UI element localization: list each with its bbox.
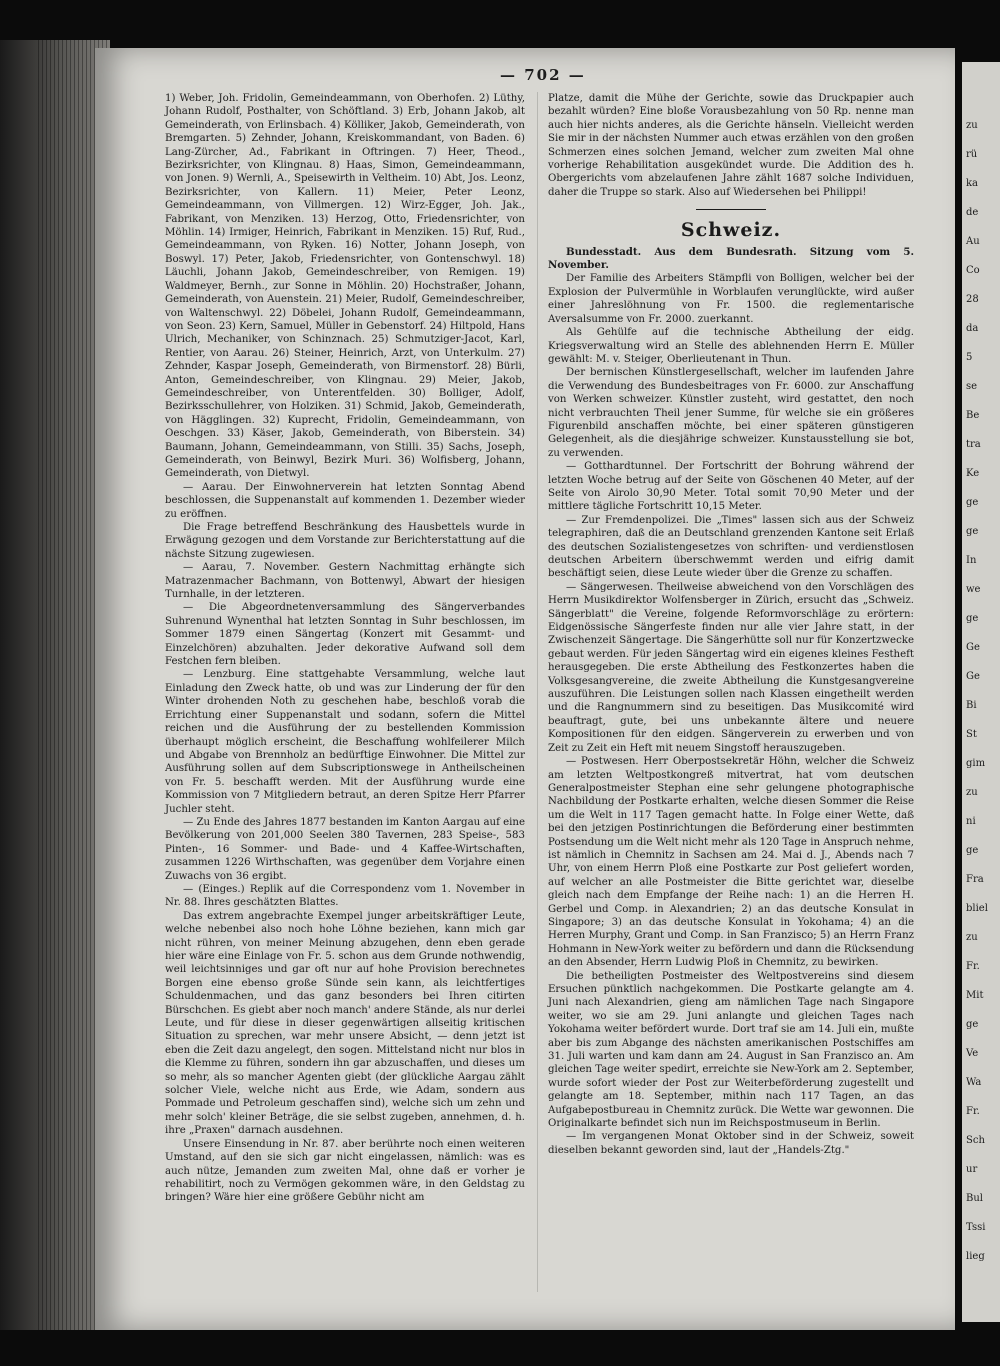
- facing-page-fragment: de: [966, 207, 979, 218]
- article-staempfli: Der Familie des Arbeiters Stämpfli von Bolligen, welcher bei der Explosion der Pulvermühle in Worblaufen verunglückte, wird außer einer Jahreslöhnung von Fr. 1500. die reglementarische Aversalsumme von Fr. 2000. zuerkannt.: [548, 273, 914, 325]
- article-kriegsverwaltung: Als Gehülfe auf die technische Abtheilung der eidg. Kriegsverwaltung wird an Stelle des ablehnenden Herrn E. Müller gewählt: M. v. Steiger, Oberlieutenant in Thun.: [548, 327, 914, 365]
- facing-page-fragment: ni: [966, 816, 976, 827]
- facing-page-fragment: zu: [966, 932, 978, 943]
- article-postkarte: Die betheiligten Postmeister des Weltpostvereins sind diesem Ersuchen pünktlich nachgekommen. Die Postkarte gelangte am 4. Juni nach Alexandrien, gieng am nämlichen Tage nach Singapore weiter, wo sie am 29. Juni anlangte und gleichen Tages nach Yokohama weiter befördert wurde. Dort traf sie am 14. Juli ein, mußte aber bis zum Abgange des nächsten amerikanischen Postschiffes am 31. Juli warten und kam dann am 24. August in San Franzisco an. Am gleichen Tage weiter spedirt, erreichte sie New-York am 2. September, wurde sofort wieder der Post zur Weiterbeförderung zugestellt und gelangte am 18. September, mithin nach 117 Tagen, an das Aufgabepostbureau in Chemnitz zurück. Die Wette war gewonnen. Die Originalkarte befindet sich nun im Reichspostmuseum in Berlin.: [548, 970, 914, 1130]
- facing-page-fragment: zu: [966, 787, 978, 798]
- left-column: [165, 92, 525, 1205]
- article-gotthardtunnel: — Gotthardtunnel. Der Fortschritt der Bohrung während der letzten Woche betrug auf der Seite von Göschenen 40 Meter, auf der Seite von Airolo 30,90 Meter. Total somit 70,90 Meter und der mittlere tägliche Fortschritt 10,15 Meter.: [548, 461, 914, 513]
- facing-page-fragment: ge: [966, 526, 979, 537]
- facing-page-fragment: tra: [966, 439, 981, 450]
- article-oktober: — Im vergangenen Monat Oktober sind in der Schweiz, soweit dieselben bekannt geworden sind, laut der „Handels-Ztg.": [548, 1131, 914, 1156]
- article-lenzburg: — Lenzburg. Eine stattgehabte Versammlung, welche laut Einladung den Zweck hatte, ob und was zur Linderung der für den Winter drohenden Noth zu geschehen habe, beschloß vorab die Errichtung einer Suppenanstalt und sodann, sofern die Mittel reichen und die Ausführung der zu bestellenden Kommission überhaupt möglich erscheint, die Beschaffung wohlfeilerer Milch und Abgabe von Brennholz an bedürftige Einwohner. Die Mittel zur Ausführung sollen auf dem Subscriptionswege in Antheilscheinen von Fr. 5. beschafft werden. Mit der Ausführung wurde eine Kommission von 7 Mitgliedern betraut, an deren Spitze Herr Pfarrer Juchler steht.: [165, 669, 525, 815]
- facing-page-fragment: Ge: [966, 671, 980, 682]
- facing-page-fragment: Be: [966, 410, 980, 421]
- section-rule: [696, 209, 766, 210]
- facing-page-fragment: ge: [966, 497, 979, 508]
- facing-page-fragment: we: [966, 584, 981, 595]
- facing-page-fragment: 5: [966, 352, 973, 363]
- facing-page-fragment: se: [966, 381, 978, 392]
- page-number: — 702 —: [500, 66, 586, 84]
- facing-page-fragment: ka: [966, 178, 979, 189]
- facing-page-fragment: ge: [966, 845, 979, 856]
- facing-page-fragment: Ve: [966, 1048, 979, 1059]
- facing-page-fragment: Co: [966, 265, 980, 276]
- article-bundesstadt: Bundesstadt. Aus dem Bundesrath. Sitzung vom 5. November.: [548, 245, 914, 272]
- facing-page-fragment: ur: [966, 1164, 978, 1175]
- article-einges-body: Das extrem angebrachte Exempel junger arbeitskräftiger Leute, welche nebenbei also noch hohe Löhne beziehen, kann mich gar nicht rühren, von meiner Meinung abzugehen, denn eben gerade hier wäre eine Einlage von Fr. 5. schon aus dem Grunde nothwendig, weil leichtsinniges und gar oft nur auf hohe Provision berechnetes Borgen eine ebenso große Sünde sein kann, als leichtfertiges Schuldenmachen, und das ganz besonders bei Ihren citirten Bürschchen. Es giebt aber noch manch' andere Stände, als nur derlei Leute, und für diese in dieser gegenwärtigen allseitig kritischen Situation zu sprechen, war mehr unsere Absicht, — denn jetzt ist eben die Zeit dazu angelegt, den sogen. Mittelstand nicht nur blos in die Klemme zu führen, sondern ihn gar abzuschaffen, und dieses um so mehr, als so mancher Agenten giebt (der glückliche Aargau zählt solcher Viele, welche nicht aus Erde, wie Adam, sondern aus Pommade und Petroleum geschaffen sind), welche sich um zehn und mehr solch' kleiner Beträge, die sie selbst zugeben, annehmen, d. h. ihre „Praxen" darnach ausdehnen.: [165, 910, 525, 1137]
- article-postwesen: — Postwesen. Herr Oberpostsekretär Höhn, welcher die Schweiz am letzten Weltpostkongreß mitvertrat, hat vom deutschen Generalpostmeister Stephan eine sehr gelungene photographische Nachbildung der Postkarte erhalten, welche diesen Sommer die Reise um die Welt in 117 Tagen gemacht hatte. In Folge einer Wette, daß bei den jetzigen Postinrichtungen die Beförderung einer bestimmten Postsendung um die Welt nicht mehr als 120 Tage in Anspruch nehme, ist nämlich in Chemnitz in Sachsen am 24. Mai d. J., Abends nach 7 Uhr, von einem Herrn Ploß eine Postkarte zur Post geliefert worden, auf welcher an alle Postmeister die Bitte gerichtet war, dieselbe gleich nach dem Empfange der Reihe nach: 1) an die Herren H. Gerbel und Comp. in Alexandrien; 2) an das deutsche Konsulat in Singapore; 3) an das deutsche Konsulat in Yokohama; 4) an die Herren Murphy, Grant und Comp. in San Franzisco; 5) an Herrn Franz Hohmann in New-York weiter zu befördern und dann die Rücksendung an den Absender, Herrn Ludwig Ploß in Chemnitz, zu bewirken.: [548, 756, 914, 969]
- article-aarau-einwohnerverein: — Aarau. Der Einwohnerverein hat letzten Sonntag Abend beschlossen, die Suppenanstalt auf kommenden 1. Dezember wieder zu eröffnen.: [165, 481, 525, 520]
- article-wirtschaften: — Zu Ende des Jahres 1877 bestanden im Kanton Aargau auf eine Bevölkerung von 201,000 Seelen 380 Tavernen, 283 Speise-, 583 Pinten-, 16 Sommer- und Bade- und 4 Kaffee-Wirtschaften, zusammen 1226 Wirthschaften, was gegenüber dem Vorjahre einen Zuwachs von 36 ergibt.: [165, 816, 525, 882]
- facing-page-fragment: zu: [966, 120, 978, 131]
- facing-page-fragment: Ke: [966, 468, 980, 479]
- facing-page-fragment: Bul: [966, 1193, 983, 1204]
- facing-page-fragment: rü: [966, 149, 978, 160]
- facing-page-fragment: In: [966, 555, 977, 566]
- facing-page-fragment: Fr.: [966, 961, 980, 972]
- facing-page-fragment: gim: [966, 758, 986, 769]
- facing-page-fragment: Fra: [966, 874, 984, 885]
- right-column: [548, 92, 914, 1157]
- article-fremdenpolizei: — Zur Fremdenpolizei. Die „Times" lassen sich aus der Schweiz telegraphiren, daß die an Deutschland grenzenden Kantone seit Erlaß des deutschen Sozialistengesetzes von schriften- und verdienstlosen deutschen Arbeitern überschwemmt werden und eifrig damit beschäftigt seien, diese Leute wieder über die Grenze zu schaffen.: [548, 514, 914, 580]
- facing-page-fragment: Tssi: [966, 1222, 986, 1233]
- article-kuenstlergesellschaft: Der bernischen Künstlergesellschaft, welcher im laufenden Jahre die Verwendung des Bundesbeitrages von Fr. 6000. zur Anschaffung von Werken schweizer. Künstler zusteht, wird gestattet, den noch nicht verbrauchten Theil jener Summe, für welche sie ein größeres Figurenbild anschaffen möchte, bei einer späteren günstigeren Gelegenheit, als die diesjährige schweizer. Kunstausstellung sie bot, zu verwenden.: [548, 367, 914, 459]
- appointment-list: 1) Weber, Joh. Fridolin, Gemeindeammann, von Oberhofen. 2) Lüthy, Johann Rudolf, Posthalter, von Schöftland. 3) Erb, Johann Jakob, alt Gemeinderath, von Erlinsbach. 4) Kölliker, Jakob, Gemeinderath, von Bremgarten. 5) Zehnder, Johann, Kreiskommandant, von Baden. 6) Lang-Zürcher, Ad., Fabrikant in Oftringen. 7) Heer, Theod., Bezirksrichter, von Klingnau. 8) Haas, Simon, Gemeindeammann, von Jonen. 9) Wernli, A., Speisewirth in Veltheim. 10) Abt, Jos. Leonz, Bezirksrichter, von Kallern. 11) Meier, Peter Leonz, Gemeindeammann, von Villmergen. 12) Wirz-Egger, Joh. Jak., Fabrikant, von Menziken. 13) Herzog, Otto, Friedensrichter, von Möhlin. 14) Irmiger, Heinrich, Fabrikant in Menziken. 15) Ruf, Rud., Gemeindeammann, von Ryken. 16) Notter, Johann Joseph, von Boswyl. 17) Peter, Jakob, Friedensrichter, von Gontenschwyl. 18) Läuchli, Johann Jakob, Gemeindeschreiber, von Remigen. 19) Waldmeyer, Bernh., zur Sonne in Möhlin. 20) Hochstraßer, Johann, Gemeinderath, von Auenstein. 21) Meier, Rudolf, Gemeindeschreiber, von Waltenschwyl. 22) Döbelei, Johann Rudolf, Gemeindeammann, von Seon. 23) Kern, Samuel, Müller in Gebenstorf. 24) Hiltpold, Hans Ulrich, Mechaniker, von Schinznach. 25) Schmutziger-Jacot, Karl, Rentier, von Aarau. 26) Steiner, Heinrich, Arzt, von Unterkulm. 27) Zehnder, Kaspar Joseph, Gemeinderath, von Birmenstorf. 28) Bürli, Anton, Gemeindeschreiber, von Klingnau. 29) Meier, Jakob, Gemeindeschreiber, von Unterentfelden. 30) Bolliger, Adolf, Bezirksschullehrer, von Holziken. 31) Schmid, Jakob, Gemeinderath, von Hägglingen. 32) Kuprecht, Fridolin, Gemeindeammann, von Oeschgen. 33) Käser, Jakob, Gemeinderath, von Biberstein. 34) Baumann, Johann, Gemeindeammann, von Stilli. 35) Sachs, Joseph, Gemeinderath, von Beinwyl, Bezirk Muri. 36) Wolfisberg, Johann, Gemeinderath, von Dietwyl.: [165, 93, 525, 480]
- article-einges-header: — (Einges.) Replik auf die Correspondenz vom 1. November in Nr. 88. Ihres geschätzten Blattes.: [165, 883, 525, 909]
- facing-page-fragment: da: [966, 323, 979, 334]
- article-saengerverband: — Die Abgeordnetenversammlung des Sängerverbandes Suhrenund Wynenthal hat letzten Sonntag in Suhr beschlossen, im Sommer 1879 einen Sängertag (Konzert mit Gesammt- und Einzelchören) abzuhalten. Jeder dekorative Aufwand soll dem Festchen fern bleiben.: [165, 602, 525, 668]
- facing-page-fragment: Au: [966, 236, 980, 247]
- facing-page-fragment: ge: [966, 1019, 979, 1030]
- section-title: Schweiz.: [680, 219, 782, 242]
- facing-page-fragment: Sch: [966, 1135, 985, 1146]
- facing-page-fragment: Bi: [966, 700, 977, 711]
- article-einges-ending: Platze, damit die Mühe der Gerichte, sowie das Druckpapier auch bezahlt würden? Eine bloße Vorausbezahlung von 50 Rp. nenne man auch hier nichts anderes, als die Gerichte hänseln. Vielleicht werden Sie mir in der nächsten Nummer auch etwas erzählen von den großen Schmerzen eines solchen Jemand, welcher zum zweiten Mal ohne vorherige Rehabilitation ausgekündet wurde. Die Addition des h. Obergerichts vom abzelaufenen Jahre zählt 1687 solche Individuen, daher die Truppe so stark. Also auf Wiedersehen bei Philippi!: [548, 93, 914, 198]
- facing-page: [962, 62, 1000, 1322]
- article-saengerwesen: — Sängerwesen. Theilweise abweichend von den Vorschlägen des Herrn Musikdirektor Wolfensberger in Zürich, ersucht das „Schweiz. Sängerblatt" die Vereine, folgende Reformvorschläge zu erörtern: Eidgenössische Sängerfeste finden nur alle vier Jahre statt, in der Zwischenzeit Sängertage. Die Sängerhütte soll nur für Konzertzwecke gebaut werden. Für jeden Sängertag wird ein eigenes kleines Festheft herausgegeben. Die erste Abtheilung des Festkonzertes haben die Volksgesangvereine, die zweite Abtheilung die Kunstgesangvereine auszuführen. Die Leistungen sollen nach Klassen eingetheilt werden und die Rangnummern sind zu beseitigen. Das Musikcomité wird beauftragt, gute, bei uns unbekannte ältere und neuere Kompositionen für den eidgen. Sängerverein zu erwerben und von Zeit zu Zeit ein Heft mit neuem Singstoff herauszugeben.: [548, 581, 914, 754]
- article-einges-continued: Unsere Einsendung in Nr. 87. aber berührte noch einen weiteren Umstand, auf den sie sich gar nicht eingelassen, nämlich: was es auch nütze, Jemanden zum zweiten Mal, ohne daß er vorher je rehabilitirt, noch zu Vermögen gekommen wäre, in den Geldstag zu bringen? Wäre hier eine größere Gebühr nicht am: [165, 1138, 525, 1204]
- facing-page-fragment: Mit: [966, 990, 984, 1001]
- column-divider: [537, 92, 538, 1292]
- facing-page-fragment: Ge: [966, 642, 980, 653]
- article-aarau-7-november: — Aarau, 7. November. Gestern Nachmittag erhängte sich Matrazenmacher Bachmann, von Bottenwyl, Abwart der hiesigen Turnhalle, in der letzteren.: [165, 562, 525, 601]
- facing-page-fragment: lieg: [966, 1251, 985, 1262]
- facing-page-fragment: Wa: [966, 1077, 982, 1088]
- facing-page-fragment: 28: [966, 294, 979, 305]
- article-hausbettel: Die Frage betreffend Beschränkung des Hausbettels wurde in Erwägung gezogen und dem Vorstande zur Berichterstattung auf die nächste Sitzung zugewiesen.: [165, 522, 525, 560]
- facing-page-fragment: Fr.: [966, 1106, 980, 1117]
- facing-page-fragment: ge: [966, 613, 979, 624]
- facing-page-fragment: bliel: [966, 903, 988, 914]
- facing-page-fragment: St: [966, 729, 977, 740]
